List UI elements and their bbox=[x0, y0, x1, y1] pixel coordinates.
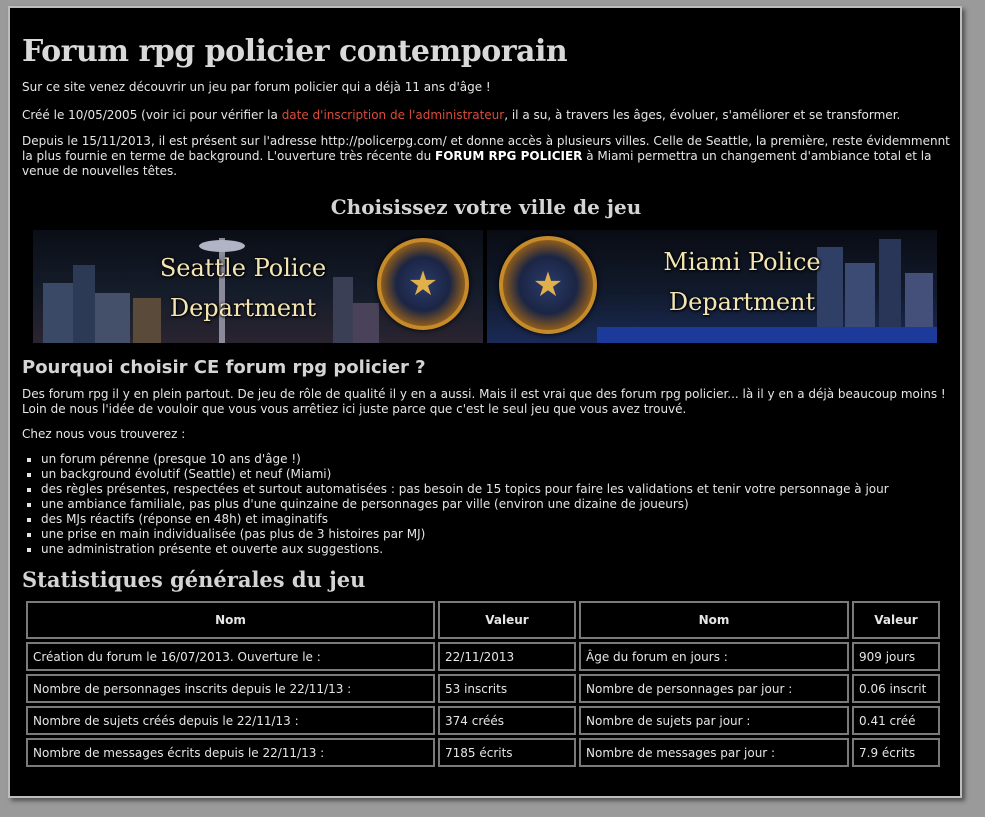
table-header-row bbox=[26, 601, 940, 639]
seattle-line-1: Seattle Police bbox=[159, 254, 327, 282]
column-header: Valeur bbox=[438, 601, 576, 639]
table-row bbox=[26, 642, 940, 671]
table-cell: 374 créés bbox=[438, 706, 576, 735]
table-cell: Création du forum le 16/07/2013. Ouverture le : bbox=[26, 642, 435, 671]
table-cell: Nombre de personnages inscrits depuis le 22/11/13 : bbox=[26, 674, 435, 703]
seattle-banner-title bbox=[143, 248, 343, 328]
intro-line-2-text: Créé le 10/05/2005 (voir ici pour vérifier la bbox=[22, 108, 282, 122]
list-item: ▪ un forum pérenne (presque 10 ans d'âge !) bbox=[41, 452, 950, 467]
why-heading: Pourquoi choisir CE forum rpg policier ? bbox=[22, 357, 426, 378]
table-cell: 0.06 inscrit bbox=[852, 674, 940, 703]
list-item: ▪ un background évolutif (Seattle) et neuf (Miami) bbox=[41, 467, 950, 482]
list-item: ▪ une administration présente et ouverte aux suggestions. bbox=[41, 542, 950, 557]
skyline-building bbox=[353, 303, 379, 343]
table-row bbox=[26, 706, 940, 735]
list-item: ▪ des règles présentes, respectées et surtout automatisées : pas besoin de 15 topics pour faire les validations et tenir votre personnage à jour bbox=[41, 482, 950, 497]
table-cell: Nombre de messages par jour : bbox=[579, 738, 849, 767]
intro-line-3-end: à Miami permettra un changement d'ambiance total et la venue de nouvelles têtes. bbox=[22, 149, 932, 178]
seattle-banner-link[interactable] bbox=[33, 230, 483, 343]
miami-banner-link[interactable] bbox=[487, 230, 937, 343]
list-item: ▪ une prise en main individualisée (pas plus de 3 histoires par MJ) bbox=[41, 527, 950, 542]
list-item: ▪ une ambiance familiale, pas plus d'une quinzaine de personnages par ville (environ une dizaine de joueurs) bbox=[41, 497, 950, 512]
table-cell: 7.9 écrits bbox=[852, 738, 940, 767]
column-header: Nom bbox=[579, 601, 849, 639]
table-cell: 22/11/2013 bbox=[438, 642, 576, 671]
admin-registration-link[interactable]: date d'inscription de l'administrateur bbox=[281, 108, 505, 122]
stats-table bbox=[23, 598, 943, 770]
why-paragraph-2: Chez nous vous trouverez : bbox=[22, 427, 186, 441]
miami-dade-police-seal-icon: ★ bbox=[499, 236, 597, 334]
skyline-building bbox=[95, 293, 130, 343]
table-cell: 909 jours bbox=[852, 642, 940, 671]
intro-line-3 bbox=[22, 134, 950, 179]
page-title: Forum rpg policier contemporain bbox=[22, 34, 568, 69]
seattle-police-badge-icon: ★ bbox=[377, 238, 469, 330]
choose-city-heading: Choisissez votre ville de jeu bbox=[330, 195, 642, 219]
table-cell: 0.41 créé bbox=[852, 706, 940, 735]
table-cell: Nombre de messages écrits depuis le 22/11/13 : bbox=[26, 738, 435, 767]
content bbox=[22, 8, 950, 770]
table-row bbox=[26, 738, 940, 767]
intro-line-2 bbox=[22, 108, 950, 123]
table-cell: 53 inscrits bbox=[438, 674, 576, 703]
table-cell: Nombre de personnages par jour : bbox=[579, 674, 849, 703]
table-cell: Nombre de sujets créés depuis le 22/11/13 : bbox=[26, 706, 435, 735]
skyline-building bbox=[73, 265, 95, 343]
miami-line-2: Department bbox=[668, 288, 816, 316]
table-cell: 7185 écrits bbox=[438, 738, 576, 767]
miami-banner-title bbox=[647, 242, 837, 322]
city-banners bbox=[22, 230, 950, 343]
skyline-building bbox=[43, 283, 73, 343]
list-item: ▪ des MJs réactifs (réponse en 48h) et imaginatifs bbox=[41, 512, 950, 527]
intro-line-1: Sur ce site venez découvrir un jeu par forum policier qui a déjà 11 ans d'âge ! bbox=[22, 80, 491, 94]
miami-line-1: Miami Police bbox=[663, 248, 821, 276]
forum-rpg-policier-bold: FORUM RPG POLICIER bbox=[435, 149, 583, 163]
features-list bbox=[22, 452, 950, 557]
table-row bbox=[26, 674, 940, 703]
intro-line-2-end: , il a su, à travers les âges, évoluer, s'améliorer et se transformer. bbox=[504, 108, 901, 122]
intro-line-3-text: Depuis le 15/11/2013, il est présent sur l'adresse http://policerpg.com/ et donne accès à plusieurs villes. Celle de Seattle, la première, reste évidemmennt la plus fournie en terme de background. L'ouverture très récente du bbox=[22, 134, 950, 163]
column-header: Valeur bbox=[852, 601, 940, 639]
table-cell: Âge du forum en jours : bbox=[579, 642, 849, 671]
table-cell: Nombre de sujets par jour : bbox=[579, 706, 849, 735]
why-paragraph-1: Des forum rpg il y en plein partout. De jeu de rôle de qualité il y en a aussi. Mais il est vrai que des forum rpg policier... là il y en a déjà beaucoup moins ! Loin de nous l'idée de vouloir que vous vous arrêtiez ici juste parce que c'est le seul jeu que vous avez trouvé. bbox=[22, 387, 946, 416]
bridge-lights bbox=[597, 327, 937, 343]
seattle-line-2: Department bbox=[169, 294, 317, 322]
column-header: Nom bbox=[26, 601, 435, 639]
stats-heading: Statistiques générales du jeu bbox=[22, 567, 366, 592]
page-frame bbox=[8, 6, 962, 798]
